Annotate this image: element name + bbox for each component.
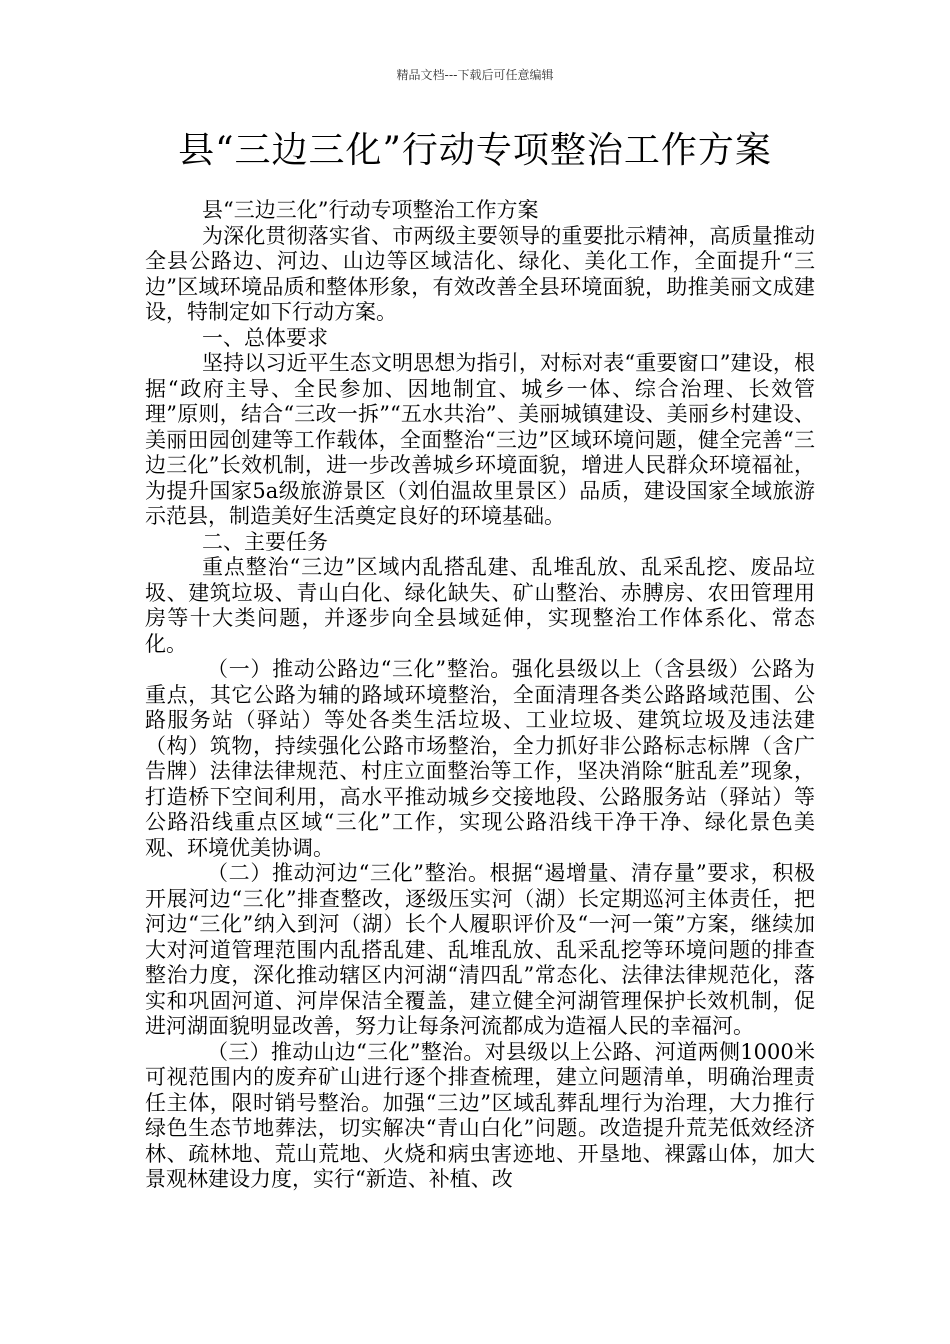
intro-paragraph: 为深化贯彻落实省、市两级主要领导的重要批示精神，高质量推动全县公路边、河边、山边等区域洁化、绿化、美化工作，全面提升“三边”区域环境品质和整体形象，有效改善全县环境面貌，助推美丽文成建设，特制定如下行动方案。 (145, 223, 815, 324)
header-note: 精品文档---下载后可任意编辑 (396, 68, 554, 82)
section-heading-general: 一、总体要求 (202, 325, 328, 350)
document-body (145, 198, 815, 1193)
riverside-paragraph: （二）推动河边“三化”整治。根据“遏增量、清存量”要求，积极开展河边“三化”排查整改，逐级压实河（湖）长定期巡河主体责任，把河边“三化”纳入到河（湖）长个人履职评价及“一河一策”方案，继续加大对河道管理范围内乱搭乱建、乱堆乱放、乱采乱挖等环境问题的排查整治力度，深化推动辖区内河湖“清四乱”常态化、法律法律规范化，落实和巩固河道、河岸保洁全覆盖，建立健全河湖管理保护长效机制，促进河湖面貌明显改善，努力让每条河流都成为造福人民的幸福河。 (145, 861, 815, 1038)
document-title: 县“三边三化”行动专项整治工作方案 (178, 130, 772, 171)
main-tasks-paragraph: 重点整治“三边”区域内乱搭乱建、乱堆乱放、乱采乱挖、废品垃圾、建筑垃圾、青山白化、绿化缺失、矿山整治、赤膊房、农田管理用房等十大类问题，并逐步向全县域延伸，实现整治工作体系化、常态化。 (145, 555, 815, 656)
section-heading-tasks: 二、主要任务 (202, 529, 328, 554)
general-requirements-paragraph: 坚持以习近平生态文明思想为指引，对标对表“重要窗口”建设，根据“政府主导、全民参加、因地制宜、城乡一体、综合治理、长效管理”原则，结合“三改一拆”“五水共治”、美丽城镇建设、美丽乡村建设、美丽田园创建等工作载体，全面整治“三边”区域环境问题，健全完善“三边三化”长效机制，进一步改善城乡环境面貌，增进人民群众环境福祉，为提升国家5a级旅游景区（刘伯温故里景区）品质，建设国家全域旅游示范县，制造美好生活奠定良好的环境基础。 (145, 351, 815, 528)
mountainside-paragraph: （三）推动山边“三化”整治。对县级以上公路、河道两侧1000米可视范围内的废弃矿山进行逐个排查梳理，建立问题清单，明确治理责任主体，限时销号整治。加强“三边”区域乱葬乱埋行为治理，大力推行绿色生态节地葬法，切实解决“青山白化”问题。改造提升荒芜低效经济林、疏林地、荒山荒地、火烧和病虫害迹地、开垦地、裸露山体，加大景观林建设力度，实行“新造、补植、改 (145, 1039, 815, 1191)
roadside-paragraph: （一）推动公路边“三化”整治。强化县级以上（含县级）公路为重点，其它公路为辅的路域环境整治，全面清理各类公路路域范围、公路服务站（驿站）等处各类生活垃圾、工业垃圾、建筑垃圾及违法建（构）筑物，持续强化公路市场整治，全力抓好非公路标志标牌（含广告牌）法律法律规范、村庄立面整治等工作，坚决消除“脏乱差”现象，打造桥下空间利用，高水平推动城乡交接地段、公路服务站（驿站）等公路沿线重点区域“三化”工作，实现公路沿线干净干净、绿化景色美观、环境优美协调。 (145, 657, 815, 860)
subtitle-paragraph: 县“三边三化”行动专项整治工作方案 (202, 198, 539, 222)
